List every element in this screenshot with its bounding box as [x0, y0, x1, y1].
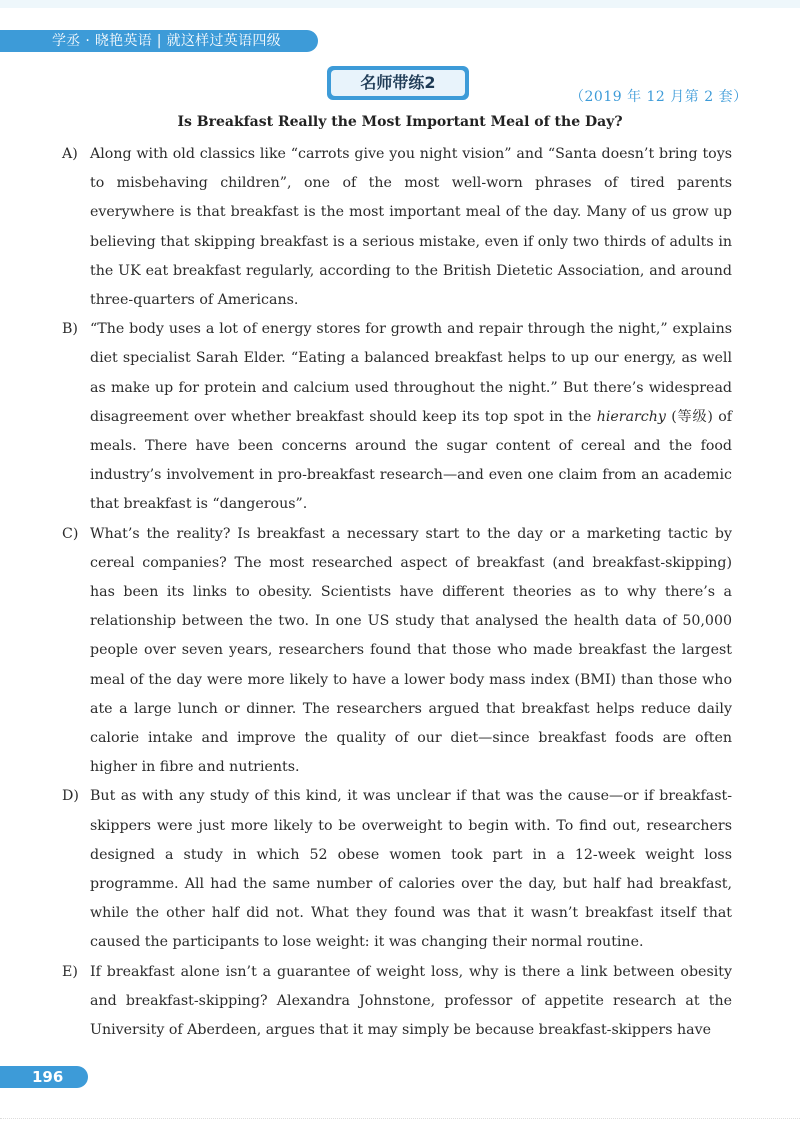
section-badge-label: 名师带练2 [331, 70, 465, 96]
paragraph-label: C) [62, 525, 79, 542]
paragraph-text: “The body uses a lot of energy stores for growth and repair through the night,” explains diet specialist Sarah Elder. “Eating a balanced breakfast helps to up our energy, as well as make up for protein and calcium used throughout the night.” But there’s widespread disagreement over whether breakfast should keep its top spot in the hierarchy (等级) of meals. There have been concerns around the sugar content of cereal and the food industry’s involvement in pro-breakfast research—and even one claim from an academic that breakfast is “dangerous”. [90, 321, 733, 513]
passage-body [62, 140, 732, 1045]
paragraph-text: Along with old classics like “carrots give you night vision” and “Santa doesn’t bring toys to misbehaving children”, one of the most well-worn phrases of tired parents everywhere is that breakfast is the most important meal of the day. Many of us grow up believing that skipping breakfast is a serious mistake, even if only two thirds of adults in the UK eat breakfast regularly, according to the British Dietetic Association, and around three-quarters of Americans. [90, 146, 732, 309]
paragraph-text: What’s the reality? Is breakfast a necessary start to the day or a marketing tactic by cereal companies? The most researched aspect of breakfast (and breakfast-skipping) has been its links to obesity. Scientists have different theories as to why there’s a relationship between the two. In one US study that analysed the health data of 50,000 people over seven years, researchers found that those who made breakfast the largest meal of the day were more likely to have a lower body mass index (BMI) than those who ate a large lunch or dinner. The researchers argued that breakfast helps reduce daily calorie intake and improve the quality of our diet—since breakfast foods are often higher in fibre and nutrients. [90, 525, 732, 776]
section-badge [327, 66, 469, 100]
paragraph-d [62, 782, 732, 957]
paragraph-c [62, 520, 732, 783]
passage-title: Is Breakfast Really the Most Important Meal of the Day? [177, 114, 623, 130]
top-decorative-band [0, 0, 800, 8]
paragraph-text: If breakfast alone isn’t a guarantee of weight loss, why is there a link between obesity and breakfast-skipping? Alexandra Johnstone, professor of appetite research at the University of Aberdeen, argues that it may simply be because breakfast-skippers have [90, 963, 732, 1039]
book-series-header [0, 30, 318, 52]
glossed-term: hierarchy [596, 408, 666, 425]
paragraph-b [62, 315, 732, 519]
series-title: 学丞 · 晓艳英语 | 就这样过英语四级 [52, 33, 281, 49]
paragraph-label: E) [62, 963, 78, 980]
bottom-divider [0, 1118, 800, 1123]
paragraph-label: B) [62, 321, 78, 338]
exam-source-label: （2019 年 12 月第 2 套） [570, 89, 748, 105]
page-number: 196 [0, 1066, 88, 1088]
paragraph-label: D) [62, 788, 79, 805]
paragraph-e [62, 958, 732, 1046]
paragraph-text: But as with any study of this kind, it was unclear if that was the cause—or if breakfast-skippers were just more likely to be overweight to begin with. To find out, researchers designed a study in which 52 obese women took part in a 12-week weight loss programme. All had the same number of calories over the day, but half had breakfast, while the other half did not. What they found was that it wasn’t breakfast itself that caused the participants to lose weight: it was changing their normal routine. [90, 788, 732, 951]
paragraph-a [62, 140, 732, 315]
paragraph-label: A) [62, 146, 78, 162]
